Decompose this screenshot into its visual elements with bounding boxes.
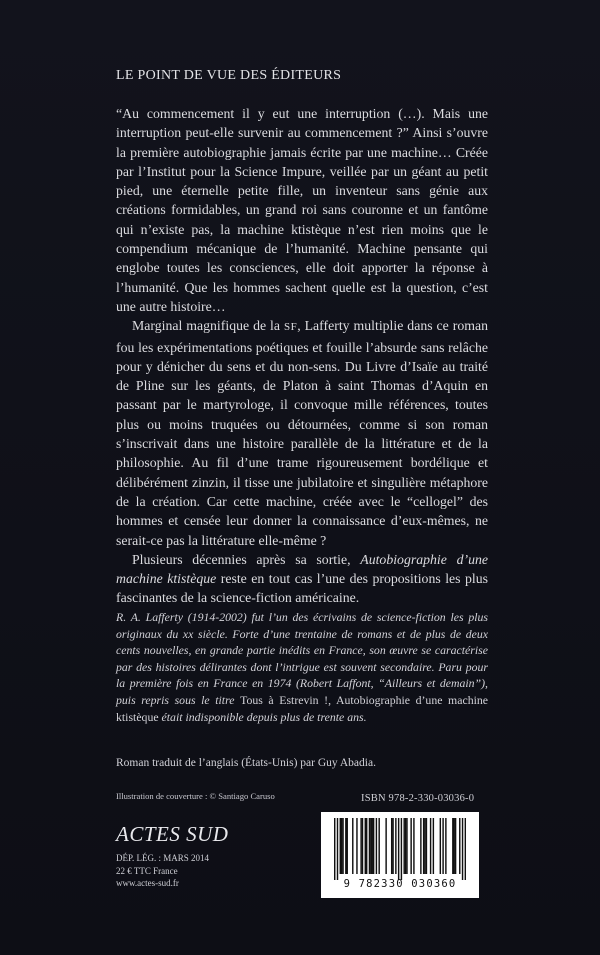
barcode-bar [462, 818, 463, 880]
barcode-bar [405, 818, 406, 874]
barcode-bar [455, 818, 456, 874]
website: www.actes-sud.fr [116, 878, 179, 888]
barcode-bar [423, 818, 424, 874]
bio-part-c: était indisponible depuis plus de trente ans. [158, 709, 367, 724]
publication-info [116, 852, 209, 890]
barcode-bar [365, 818, 366, 874]
blurb-p2-rest: , Lafferty multiplie dans ce roman fou les expérimentations poétiques et fouille l’absurde sans relâche pour y dénicher du sens et du non-sens. Du Livre d’Isaïe au traité de Pline sur les géants, de Platon à saint Thomas d’Aquin en passant par le martyrologe, il convoque mille références, toutes plus ou moins truquées ou détournées, comme si son roman s’inscrivait dans une histoire parallèle de la littérature et de la philosophie. Au fil d’une trame rigoureusement bordélique et délibérément zinzin, il tisse une jubilatoire et singulière métaphore de la création. Car cette machine, créée avec le “cellogel” des hommes et censée leur donner la connaissance d’eux-mêmes, ne serait-ce pas la littérature elle-même ? [116, 318, 488, 548]
section-heading: LE POINT DE VUE DES ÉDITEURS [116, 68, 342, 83]
barcode-bar [337, 818, 338, 880]
barcode-bar [369, 818, 370, 874]
blurb-paragraph-1: “Au commencement il y eut une interruption (…). Mais une interruption peut-elle survenir au commencement ?” Ainsi s’ouvre la première autobiographie jamais écrite par une machine… Créée par l’Institut pour la Science Impure, veillée par un géant au petit pied, une éternelle petite fille, un inventeur sans génie aux créations formidables, un grand roi sans couronne et un fantôme qui n’existe pas, la machine ktistèque n’est rien moins que le compendium mécanique de l’humanité. Machine pensante qui englobe toutes les consciences, elle doit apporter la réponse à l’humanité. Que les hommes sachent quelle est la question, c’est une autre histoire… [116, 106, 488, 314]
barcode-bar [398, 818, 399, 880]
legal-deposit: DÉP. LÉG. : MARS 2014 [116, 853, 210, 863]
barcode-bar [341, 818, 342, 874]
barcode-bar [362, 818, 363, 874]
barcode-bar [366, 818, 367, 874]
bio-part-b: siècle. Forte d’une trentaine de romans et de plus de deux cents nouvelles, en grande partie inédits en France, son œuvre se caractérise par des histoires délirantes dont l’intrigue est souvent secondaire. Paru pour la première fois en France en 1974 (Robert Laffont, “Ailleurs et demain”), puis repris sous le titre [116, 626, 488, 707]
bio-century: xx [182, 626, 194, 641]
barcode-bar [391, 818, 392, 874]
blurb-paragraph-3 [116, 550, 488, 608]
barcode-bar [440, 818, 441, 874]
bio-title-1: Tous à Estrevin ! [240, 692, 329, 707]
barcode-bar [459, 818, 460, 874]
sf-abbreviation: SF [283, 321, 298, 334]
barcode-bar [413, 818, 414, 874]
bio-part-a: R. A. Lafferty (1914-2002) fut l’un des écrivains de science-fiction les plus originaux du [116, 610, 488, 641]
barcode-bar [356, 818, 357, 874]
barcode-bar [410, 818, 411, 874]
translator-credit: Roman traduit de l’anglais (États-Unis) par Guy Abadia. [116, 757, 376, 769]
barcode-bar [342, 818, 343, 874]
barcode-bar [406, 818, 407, 874]
barcode-bar [347, 818, 348, 874]
barcode-bar [445, 818, 446, 874]
author-bio [116, 609, 488, 725]
barcode-bar [420, 818, 421, 874]
barcode-bar [452, 818, 453, 874]
barcode-bar [340, 818, 341, 874]
blurb-text [116, 104, 488, 608]
barcode-bar [352, 818, 353, 874]
blurb-p2-start: Marginal magnifique de la [132, 318, 284, 334]
price: 22 € TTC France [116, 865, 178, 876]
blurb-paragraph-2 [116, 316, 488, 550]
barcode-bar [370, 818, 371, 874]
bio-title-2: Autobiographie d’une machine ktistèque [116, 692, 488, 724]
barcode-bar [373, 818, 374, 874]
barcode-bar [392, 818, 393, 874]
barcode-bar [465, 818, 466, 880]
barcode-bar [424, 818, 425, 874]
publisher-logo: ACTES SUD [116, 822, 229, 846]
barcode-bar [430, 818, 431, 874]
barcode-bar [378, 818, 379, 874]
barcode-bar [385, 818, 386, 874]
barcode-bar [334, 818, 335, 880]
barcode-bar [403, 818, 404, 874]
barcode-bar [345, 818, 346, 874]
barcode-bars [334, 818, 466, 880]
isbn-number: ISBN 978-2-330-03036-0 [361, 793, 475, 804]
barcode-bar [433, 818, 434, 874]
barcode [321, 812, 479, 898]
book-title-italic: Autobiographie d’une machine ktistèque [116, 551, 488, 587]
barcode-bar [372, 818, 373, 874]
blurb-p3-rest: reste en tout cas l’une des propositions les plus fascinantes de la science-fiction américaine. [116, 571, 488, 606]
barcode-digits: 9 782330 030360 [343, 878, 457, 890]
barcode-bar [376, 818, 377, 874]
blurb-p3-start: Plusieurs décennies après sa sortie, [132, 551, 361, 567]
barcode-bar [395, 818, 396, 874]
barcode-bar [360, 818, 361, 874]
bio-separator: , [328, 692, 336, 707]
barcode-bar [453, 818, 454, 874]
barcode-bar [426, 818, 427, 874]
barcode-bar [401, 818, 402, 880]
barcode-bar [442, 818, 443, 874]
cover-illustration-credit: Illustration de couverture : © Santiago Caruso [116, 791, 275, 801]
